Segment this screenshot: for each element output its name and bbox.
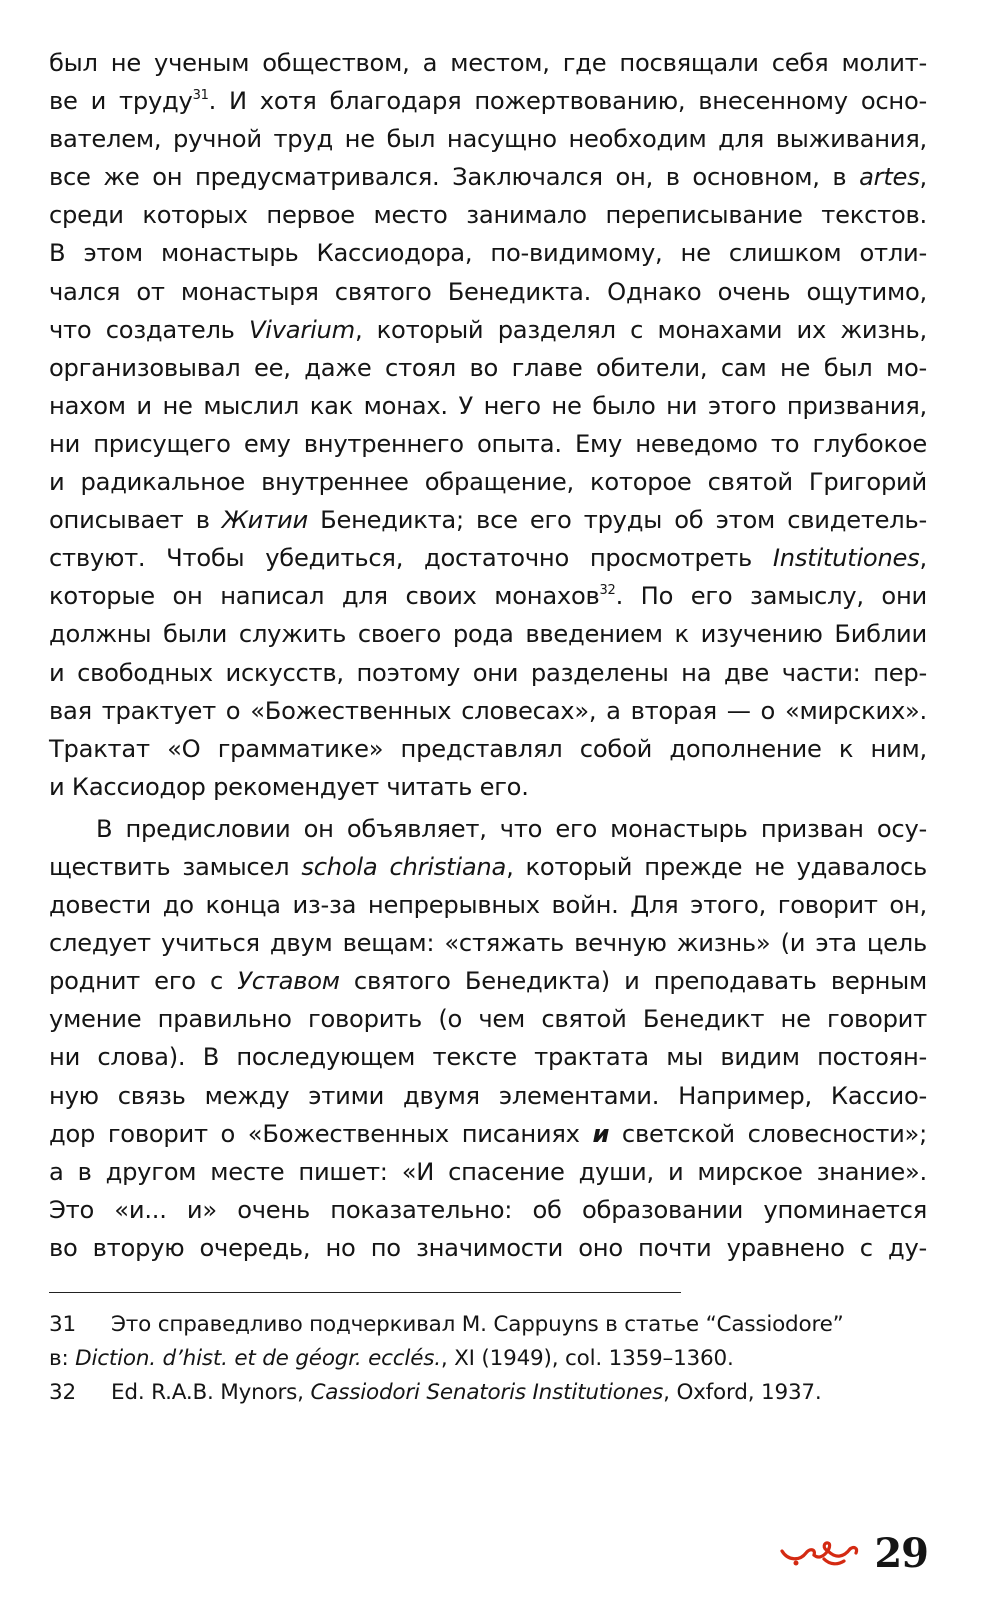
footnote-text: , Oxford, 1937. — [663, 1380, 822, 1405]
footnote-ref: 31 — [192, 88, 209, 104]
text-run: ве и труду — [49, 87, 193, 116]
footnote-text: , XI (1949), col. 1359–1360. — [440, 1346, 734, 1371]
text-run: ществить замысел — [49, 852, 302, 881]
text-run: , который прежде не удавалось — [506, 852, 927, 881]
text-line — [49, 577, 927, 615]
text-run: Трактат «О грамматике» представлял собой дополнение к ним, — [49, 734, 927, 763]
text-run: и радикальное внутреннее обращение, которое святой Григорий — [49, 468, 927, 497]
text-line — [49, 1115, 927, 1153]
footnote-number: 32 — [49, 1380, 76, 1405]
footnote-text: Это справедливо подчеркивал М. Cappuyns в статье “Cassiodore” — [111, 1312, 844, 1337]
text-run: ную связь между этими двумя элементами. Например, Кассио- — [49, 1081, 927, 1110]
text-run: дор говорит о «Божественных писаниях — [49, 1119, 593, 1148]
text-line — [49, 82, 927, 120]
text-line — [49, 1229, 927, 1267]
text-run: был не ученым обществом, а местом, где посвящали себя молит- — [49, 49, 927, 77]
footnote-text: Ed. R.A.B. Mynors, — [111, 1380, 311, 1405]
text-run: все же он предусматривался. Заключался он, в основном, в — [49, 163, 860, 192]
text-line — [49, 387, 927, 425]
text-line — [49, 848, 927, 886]
footnote-ref: 32 — [599, 583, 616, 599]
text-run: , — [919, 544, 927, 573]
text-run: должны были служить своего рода введением к изучению Библии — [49, 620, 927, 649]
text-line — [49, 234, 927, 272]
footnotes — [49, 1308, 927, 1410]
text-line — [49, 311, 927, 349]
text-run: светской словесности»; — [609, 1119, 927, 1148]
emphasis: и — [592, 1119, 610, 1148]
text-run: роднит его с — [49, 967, 238, 996]
text-run: ствуют. Чтобы убедиться, достаточно просмотреть — [49, 544, 773, 573]
footnote-italic-title: Cassiodori Senatoris Institutiones — [310, 1380, 664, 1405]
text-line — [49, 44, 927, 82]
text-line — [49, 1153, 927, 1191]
text-run: чался от монастыря святого Бенедикта. Однако очень ощутимо, — [49, 277, 927, 306]
text-line — [49, 1000, 927, 1038]
italic-term: Vivarium — [248, 315, 355, 344]
footnote-31 — [49, 1308, 927, 1342]
italic-term: schola christiana — [301, 852, 507, 881]
text-line — [49, 425, 927, 463]
text-run: среди которых первое место занимало переписывание текстов. — [49, 201, 927, 230]
italic-term: Житии — [221, 506, 308, 535]
text-run: что создатель — [49, 315, 249, 344]
text-line — [49, 539, 927, 577]
text-line — [49, 501, 927, 539]
page-number: 29 — [874, 1530, 928, 1577]
text-run: нахом и не мыслил как монах. У него не было ни этого призвания, — [49, 391, 927, 420]
page-footer — [778, 1530, 928, 1577]
text-run: , — [919, 163, 927, 192]
text-run: Это «и... и» очень показательно: об образовании упоминается — [49, 1195, 927, 1224]
text-line — [49, 654, 927, 692]
text-run: ни присущего ему внутреннего опыта. Ему неведомо то глубокое — [49, 429, 927, 458]
text-run: . По его замыслу, они — [615, 582, 928, 611]
text-run: , который разделял с монахами их жизнь, — [354, 315, 927, 344]
text-run: организовывал ее, даже стоял во главе обители, сам не был мо- — [49, 353, 927, 382]
italic-term: Institutiones — [772, 544, 920, 573]
italic-term: artes — [859, 163, 920, 192]
text-line — [49, 273, 927, 311]
text-run: описывает в — [49, 506, 222, 535]
text-run: которые он написал для своих монахов — [49, 582, 600, 611]
text-line — [49, 1077, 927, 1115]
footnote-number: 31 — [49, 1312, 76, 1337]
text-line — [49, 730, 927, 768]
text-line — [49, 120, 927, 158]
text-line — [49, 768, 927, 806]
text-line — [49, 924, 927, 962]
text-run: и Кассиодор рекомендует читать его. — [49, 772, 529, 801]
text-run: святого Бенедикта) и преподавать верным — [339, 967, 927, 996]
text-run: В этом монастырь Кассиодора, по-видимому, не слишком отли- — [49, 239, 927, 268]
text-run: умение правильно говорить (о чем святой Бенедикт не говорит — [49, 1005, 927, 1034]
footnote-italic-title: Diction. d’hist. et de géogr. ecclés. — [75, 1346, 441, 1371]
text-line — [49, 886, 927, 924]
paragraph-1 — [49, 44, 927, 806]
text-run: вая трактует о «Божественных словесах», а вторая — о «мирских». — [49, 696, 927, 725]
text-line — [49, 463, 927, 501]
red-ornament-icon — [778, 1539, 860, 1569]
text-run: во вторую очередь, но по значимости оно почти уравнено с ду- — [49, 1233, 927, 1262]
text-line — [49, 962, 927, 1000]
text-run: . И хотя благодаря пожертвованию, внесенному осно- — [208, 87, 928, 116]
text-run: В предисловии он объявляет, что его монастырь призван осу- — [96, 814, 927, 843]
text-line — [49, 196, 927, 234]
text-run: а в другом месте пишет: «И спасение души, и мирское знание». — [49, 1157, 927, 1186]
footnote-text: в: — [49, 1346, 76, 1371]
text-line — [49, 1038, 927, 1076]
italic-term: Уставом — [237, 967, 340, 996]
text-line — [49, 349, 927, 387]
text-run: вателем, ручной труд не был насущно необходим для выживания, — [49, 125, 927, 154]
text-run: и свободных искусств, поэтому они разделены на две части: пер- — [49, 658, 927, 687]
footnote-divider — [49, 1292, 681, 1293]
footnote-31-continuation — [49, 1342, 927, 1376]
text-run: следует учиться двум вещам: «стяжать вечную жизнь» (и эта цель — [49, 929, 927, 958]
main-text — [49, 44, 927, 1267]
text-run: Бенедикта; все его труды об этом свидетель- — [307, 506, 927, 535]
text-line — [49, 158, 927, 196]
text-run: довести до конца из-за непрерывных войн. Для этого, говорит он, — [49, 891, 927, 920]
text-line — [49, 1191, 927, 1229]
text-run: ни слова). В последующем тексте трактата мы видим постоян- — [49, 1043, 927, 1072]
text-line — [49, 615, 927, 653]
footnote-32 — [49, 1376, 927, 1410]
text-line — [49, 692, 927, 730]
paragraph-2 — [49, 810, 927, 1267]
text-line — [49, 810, 927, 848]
